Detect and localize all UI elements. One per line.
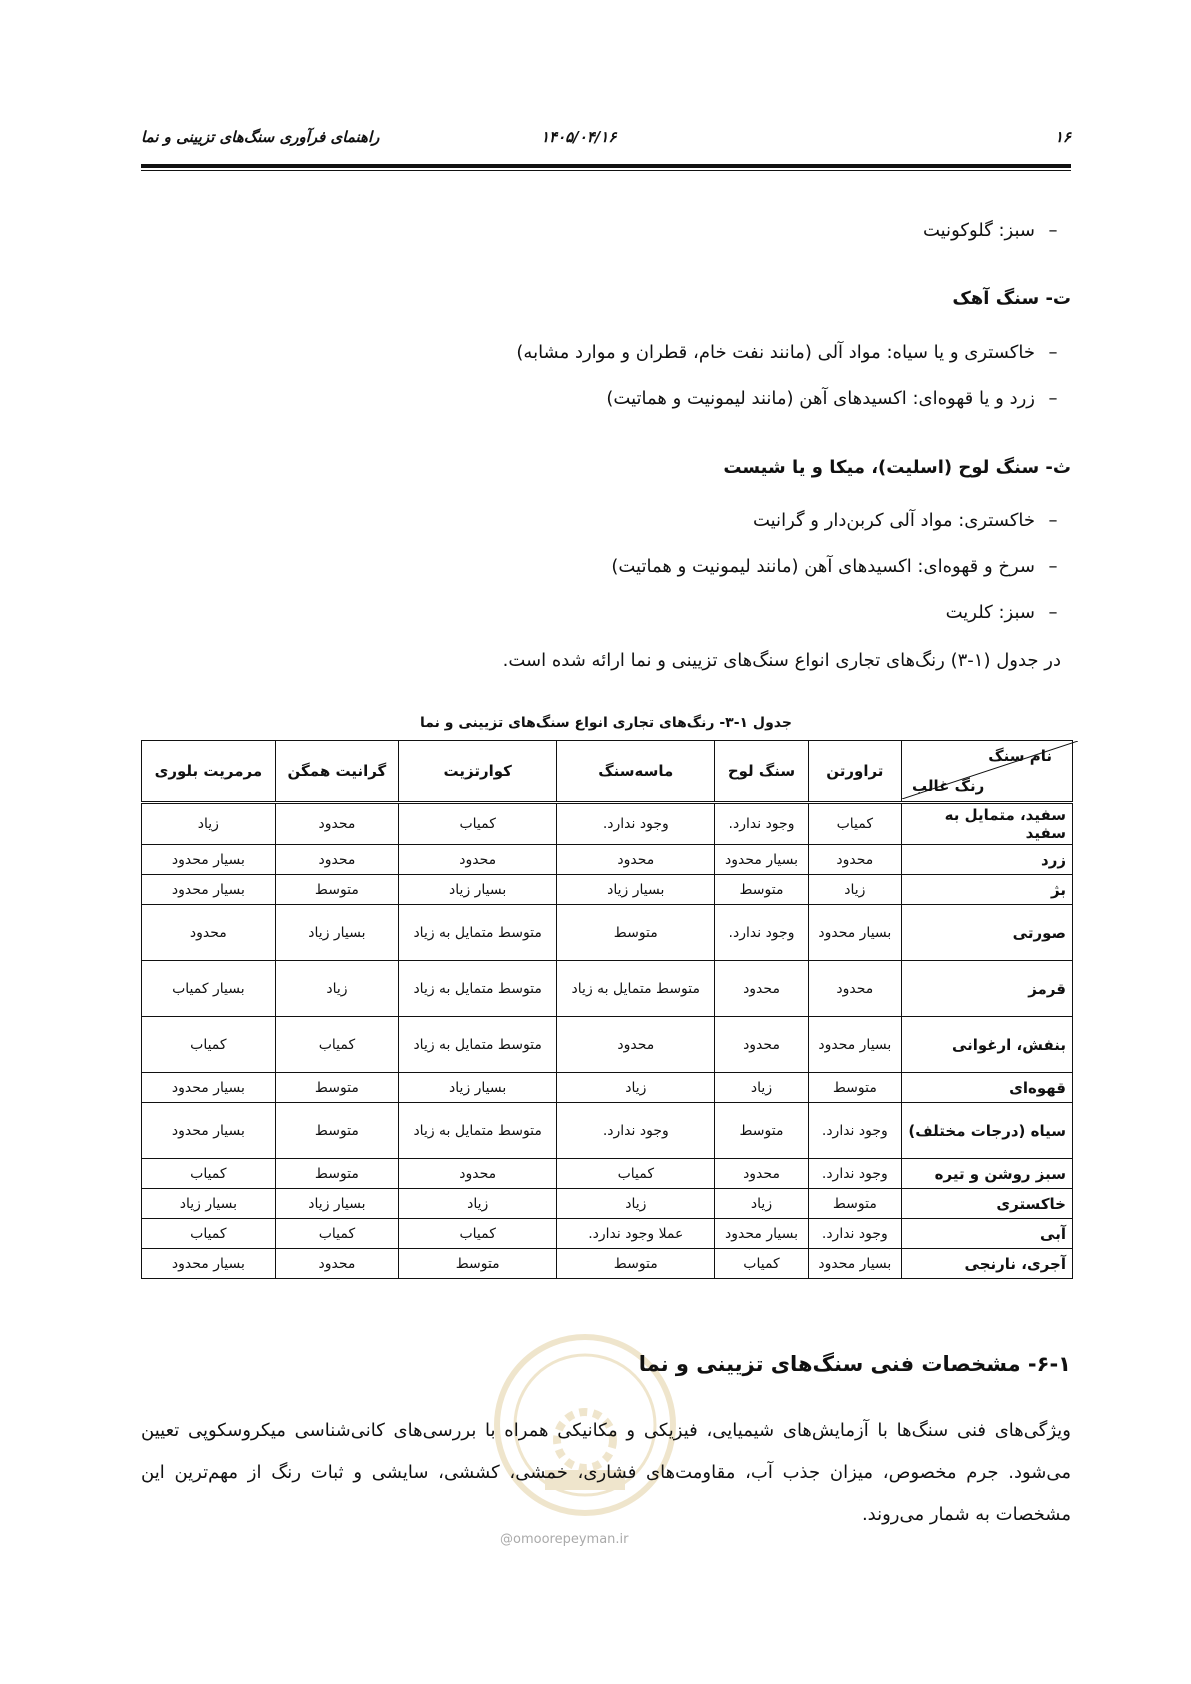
table-cell: وجود ندارد.	[557, 803, 715, 845]
row-color-label: سیاه (درجات مختلف)	[902, 1103, 1073, 1159]
header-title: راهنمای فرآوری سنگ‌های تزیینی و نما	[141, 128, 380, 146]
table-cell: محدود	[399, 845, 557, 875]
table-cell: متوسط متمایل به زیاد	[399, 961, 557, 1017]
table-cell: بسیار محدود	[142, 845, 276, 875]
table-cell: زیاد	[715, 1073, 808, 1103]
table-cell: زیاد	[399, 1189, 557, 1219]
watermark-text: @omoorepeyman.ir	[500, 1532, 629, 1547]
table-cell: بسیار محدود	[142, 1073, 276, 1103]
table-cell: متوسط	[275, 1073, 398, 1103]
table-cell: محدود	[275, 803, 398, 845]
table-cell: متوسط متمایل به زیاد	[399, 905, 557, 961]
list-item: –زرد و یا قهوه‌ای: اکسیدهای آهن (مانند لیمونیت و هماتیت)	[606, 388, 1058, 409]
column-header: مرمریت بلوری	[142, 741, 276, 803]
table-cell: محدود	[399, 1159, 557, 1189]
page-header	[141, 128, 1071, 154]
table-cell: کمیاب	[142, 1017, 276, 1073]
row-color-label: بژ	[902, 875, 1073, 905]
row-color-label: صورتی	[902, 905, 1073, 961]
heading-slate: ث- سنگ لوح (اسلیت)، میکا و یا شیست	[723, 457, 1071, 478]
table-cell: کمیاب	[275, 1017, 398, 1073]
list-item: –سبز: گلوکونیت	[922, 220, 1058, 241]
table-cell: کمیاب	[399, 803, 557, 845]
list-item: –خاکستری و یا سیاه: مواد آلی (مانند نفت خام، قطران و موارد مشابه)	[516, 342, 1058, 363]
table-cell: بسیار زیاد	[275, 905, 398, 961]
table-cell: متوسط	[715, 875, 808, 905]
row-color-label: خاکستری	[902, 1189, 1073, 1219]
table-cell: متوسط	[399, 1249, 557, 1279]
table-row	[142, 1103, 1073, 1159]
table-cell: کمیاب	[557, 1159, 715, 1189]
table-cell: بسیار کمیاب	[142, 961, 276, 1017]
table-cell: بسیار محدود	[142, 875, 276, 905]
table-cell: محدود	[715, 1159, 808, 1189]
page-number: ۱۶	[1054, 128, 1071, 146]
table-intro: در جدول (۱-۳) رنگ‌های تجاری انواع سنگ‌های تزیینی و نما ارائه شده است.	[502, 650, 1061, 671]
table-cell: محدود	[142, 905, 276, 961]
section-title: ۶-۱- مشخصات فنی سنگ‌های تزیینی و نما	[638, 1352, 1071, 1376]
table-row	[142, 905, 1073, 961]
row-color-label: قهوه‌ای	[902, 1073, 1073, 1103]
table-cell: بسیار محدود	[808, 1017, 901, 1073]
corner-cell: نام سنگ رنگ غالب	[902, 741, 1073, 803]
column-header: کوارتزیت	[399, 741, 557, 803]
table-cell: بسیار محدود	[142, 1103, 276, 1159]
table-cell: متوسط	[275, 1103, 398, 1159]
table-cell: بسیار محدود	[715, 1219, 808, 1249]
table-cell: زیاد	[275, 961, 398, 1017]
row-color-label: قرمز	[902, 961, 1073, 1017]
table-caption: جدول ۱-۳- رنگ‌های تجاری انواع سنگ‌های تزیینی و نما	[420, 715, 792, 731]
table-cell: کمیاب	[399, 1219, 557, 1249]
table-cell: متوسط متمایل به زیاد	[557, 961, 715, 1017]
table-cell: وجود ندارد.	[808, 1103, 901, 1159]
table-cell: بسیار زیاد	[399, 875, 557, 905]
section-body: ویژگی‌های فنی سنگ‌ها با آزمایش‌های شیمیایی، فیزیکی و مکانیکی همراه با بررسی‌های کانی‌شناسی میکروسکوپی تعیین می‌شود. جرم مخصوص، میزان جذب آب، مقاومت‌های فشاری، خمشی، کششی، سایشی و ثبات رنگ از مهم‌ترین این مشخصات به شمار می‌روند.	[141, 1420, 1071, 1525]
table-row	[142, 1189, 1073, 1219]
table-cell: محدود	[715, 1017, 808, 1073]
table-cell: متوسط	[275, 875, 398, 905]
table-cell: متوسط	[808, 1073, 901, 1103]
table-cell: کمیاب	[275, 1219, 398, 1249]
header-rule-thick	[141, 164, 1071, 168]
table-cell: زیاد	[557, 1189, 715, 1219]
row-color-label: آجری، نارنجی	[902, 1249, 1073, 1279]
column-header: تراورتن	[808, 741, 901, 803]
header-date: ۱۴۰۵/۰۴/۱۶	[541, 128, 617, 146]
table-cell: محدود	[808, 961, 901, 1017]
table-row	[142, 875, 1073, 905]
table-cell: کمیاب	[142, 1219, 276, 1249]
table-cell: بسیار محدود	[142, 1249, 276, 1279]
table-cell: کمیاب	[808, 803, 901, 845]
table-cell: بسیار محدود	[808, 1249, 901, 1279]
table-row	[142, 961, 1073, 1017]
table-cell: زیاد	[557, 1073, 715, 1103]
list-item: –سبز: کلریت	[945, 602, 1058, 623]
row-color-label: سفید، متمایل به سفید	[902, 803, 1073, 845]
table-cell: بسیار محدود	[808, 905, 901, 961]
table-cell: متوسط	[557, 905, 715, 961]
table-cell: وجود ندارد.	[715, 803, 808, 845]
column-header: سنگ لوح	[715, 741, 808, 803]
table-row	[142, 803, 1073, 845]
heading-limestone: ت- سنگ آهک	[952, 288, 1071, 309]
table-row	[142, 1017, 1073, 1073]
table-cell: کمیاب	[715, 1249, 808, 1279]
table-row	[142, 1219, 1073, 1249]
table-row	[142, 845, 1073, 875]
table-cell: زیاد	[715, 1189, 808, 1219]
table-cell: وجود ندارد.	[557, 1103, 715, 1159]
table-cell: بسیار محدود	[715, 845, 808, 875]
column-header: ماسه‌سنگ	[557, 741, 715, 803]
table-cell: زیاد	[142, 803, 276, 845]
list-item: –سرخ و قهوه‌ای: اکسیدهای آهن (مانند لیمونیت و هماتیت)	[611, 556, 1058, 577]
table-cell: محدود	[557, 845, 715, 875]
table-cell: بسیار زیاد	[557, 875, 715, 905]
table-cell: محدود	[808, 845, 901, 875]
table-cell: متوسط	[715, 1103, 808, 1159]
row-color-label: بنفش، ارغوانی	[902, 1017, 1073, 1073]
table-cell: وجود ندارد.	[808, 1159, 901, 1189]
table-cell: محدود	[275, 1249, 398, 1279]
row-color-label: سبز روشن و تیره	[902, 1159, 1073, 1189]
table-cell: متوسط	[808, 1189, 901, 1219]
table-cell: متوسط	[557, 1249, 715, 1279]
table-row	[142, 1159, 1073, 1189]
table-cell: محدود	[557, 1017, 715, 1073]
header-rule-thin	[141, 170, 1071, 171]
table-row	[142, 1073, 1073, 1103]
table-cell: محدود	[275, 845, 398, 875]
column-header: گرانیت همگن	[275, 741, 398, 803]
row-color-label: آبی	[902, 1219, 1073, 1249]
table-cell: وجود ندارد.	[715, 905, 808, 961]
table-cell: عملا وجود ندارد.	[557, 1219, 715, 1249]
table-cell: بسیار زیاد	[399, 1073, 557, 1103]
table-cell: محدود	[715, 961, 808, 1017]
row-color-label: زرد	[902, 845, 1073, 875]
table-cell: زیاد	[808, 875, 901, 905]
table-cell: بسیار زیاد	[275, 1189, 398, 1219]
list-item: –خاکستری: مواد آلی کربن‌دار و گرانیت	[752, 510, 1058, 531]
table-cell: وجود ندارد.	[808, 1219, 901, 1249]
table-cell: متوسط	[275, 1159, 398, 1189]
table-row	[142, 1249, 1073, 1279]
table-cell: متوسط متمایل به زیاد	[399, 1017, 557, 1073]
table-cell: بسیار زیاد	[142, 1189, 276, 1219]
table-cell: کمیاب	[142, 1159, 276, 1189]
table-cell: متوسط متمایل به زیاد	[399, 1103, 557, 1159]
stone-color-table	[141, 740, 1073, 1279]
